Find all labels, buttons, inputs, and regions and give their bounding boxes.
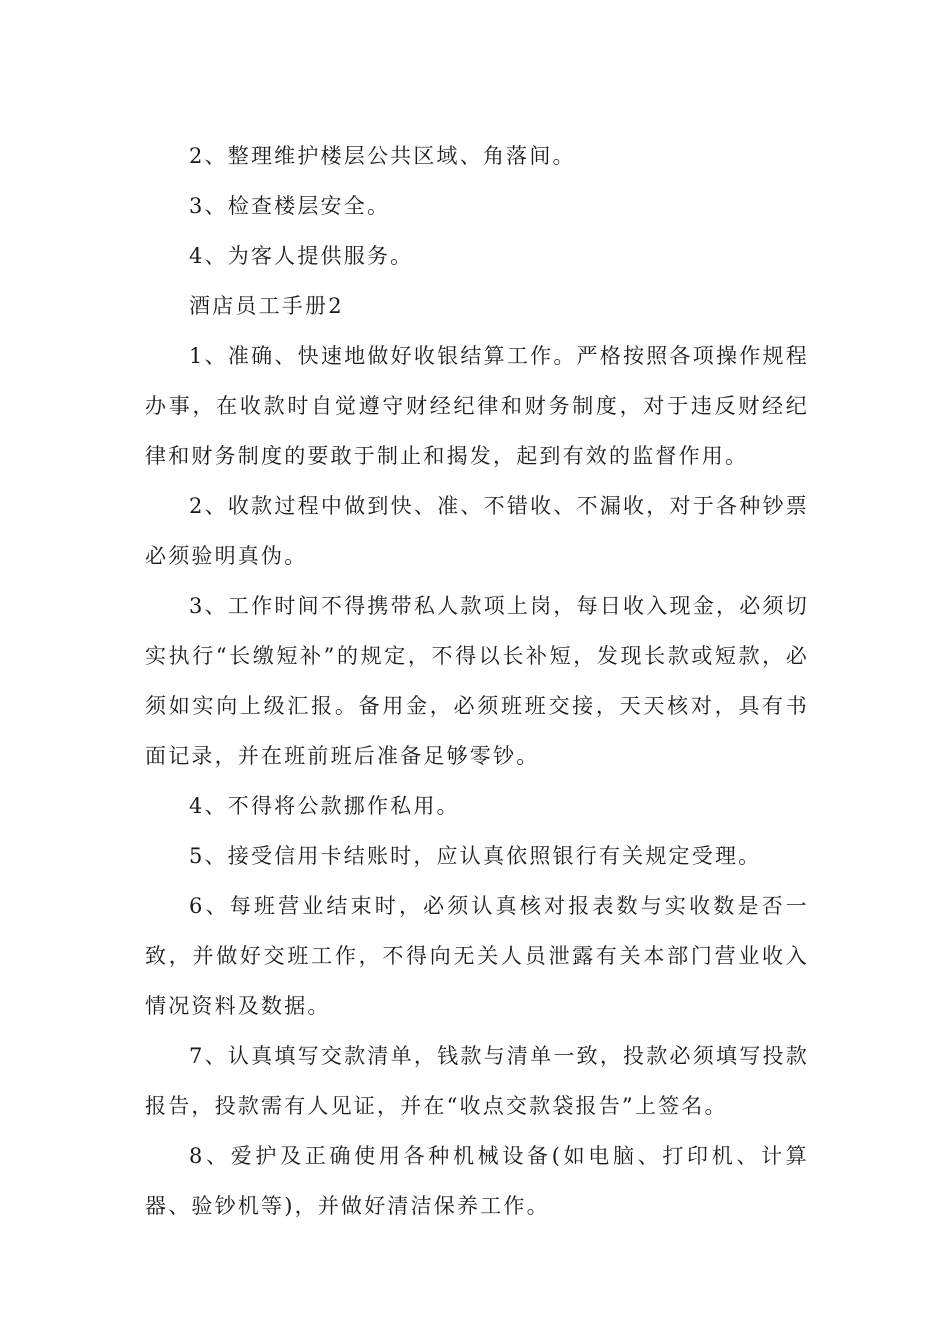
paragraph-guest-service: 4、为客人提供服务。 bbox=[189, 244, 414, 268]
paragraph-cashier-duty-3: 3、工作时间不得携带私人款项上岗，每日收入现金，必须切实执行“长缴短补”的规定，不得以长补短，发现长款或短款，必须如实向上级汇报。备用金，必须班班交接，天天核对，具有书面记录，并在班前班后准备足够零钞。 bbox=[145, 594, 809, 768]
paragraph-cashier-duty-2: 2、收款过程中做到快、准、不错收、不漏收，对于各种钞票必须验明真伪。 bbox=[145, 494, 809, 568]
paragraph-floor-maintenance: 2、整理维护楼层公共区域、角落间。 bbox=[189, 144, 576, 168]
paragraph-cashier-duty-7: 7、认真填写交款清单，钱款与清单一致，投款必须填写投款报告，投款需有人见证，并在“收点交款袋报告”上签名。 bbox=[145, 1044, 809, 1118]
section-title: 酒店员工手册2 bbox=[189, 294, 344, 318]
paragraph-floor-safety: 3、检查楼层安全。 bbox=[189, 194, 391, 218]
paragraph-cashier-duty-1: 1、准确、快速地做好收银结算工作。严格按照各项操作规程办事，在收款时自觉遵守财经纪律和财务制度，对于违反财经纪律和财务制度的要敢于制止和揭发，起到有效的监督作用。 bbox=[145, 344, 809, 468]
paragraph-cashier-duty-4: 4、不得将公款挪作私用。 bbox=[189, 794, 460, 818]
document-body bbox=[145, 131, 809, 1231]
paragraph-cashier-duty-8: 8、爱护及正确使用各种机械设备(如电脑、打印机、计算器、验钞机等)，并做好清洁保养工作。 bbox=[145, 1144, 809, 1218]
paragraph-cashier-duty-6: 6、每班营业结束时，必须认真核对报表数与实收数是否一致，并做好交班工作，不得向无关人员泄露有关本部门营业收入情况资料及数据。 bbox=[145, 894, 809, 1018]
paragraph-cashier-duty-5: 5、接受信用卡结账时，应认真依照银行有关规定受理。 bbox=[189, 844, 762, 868]
